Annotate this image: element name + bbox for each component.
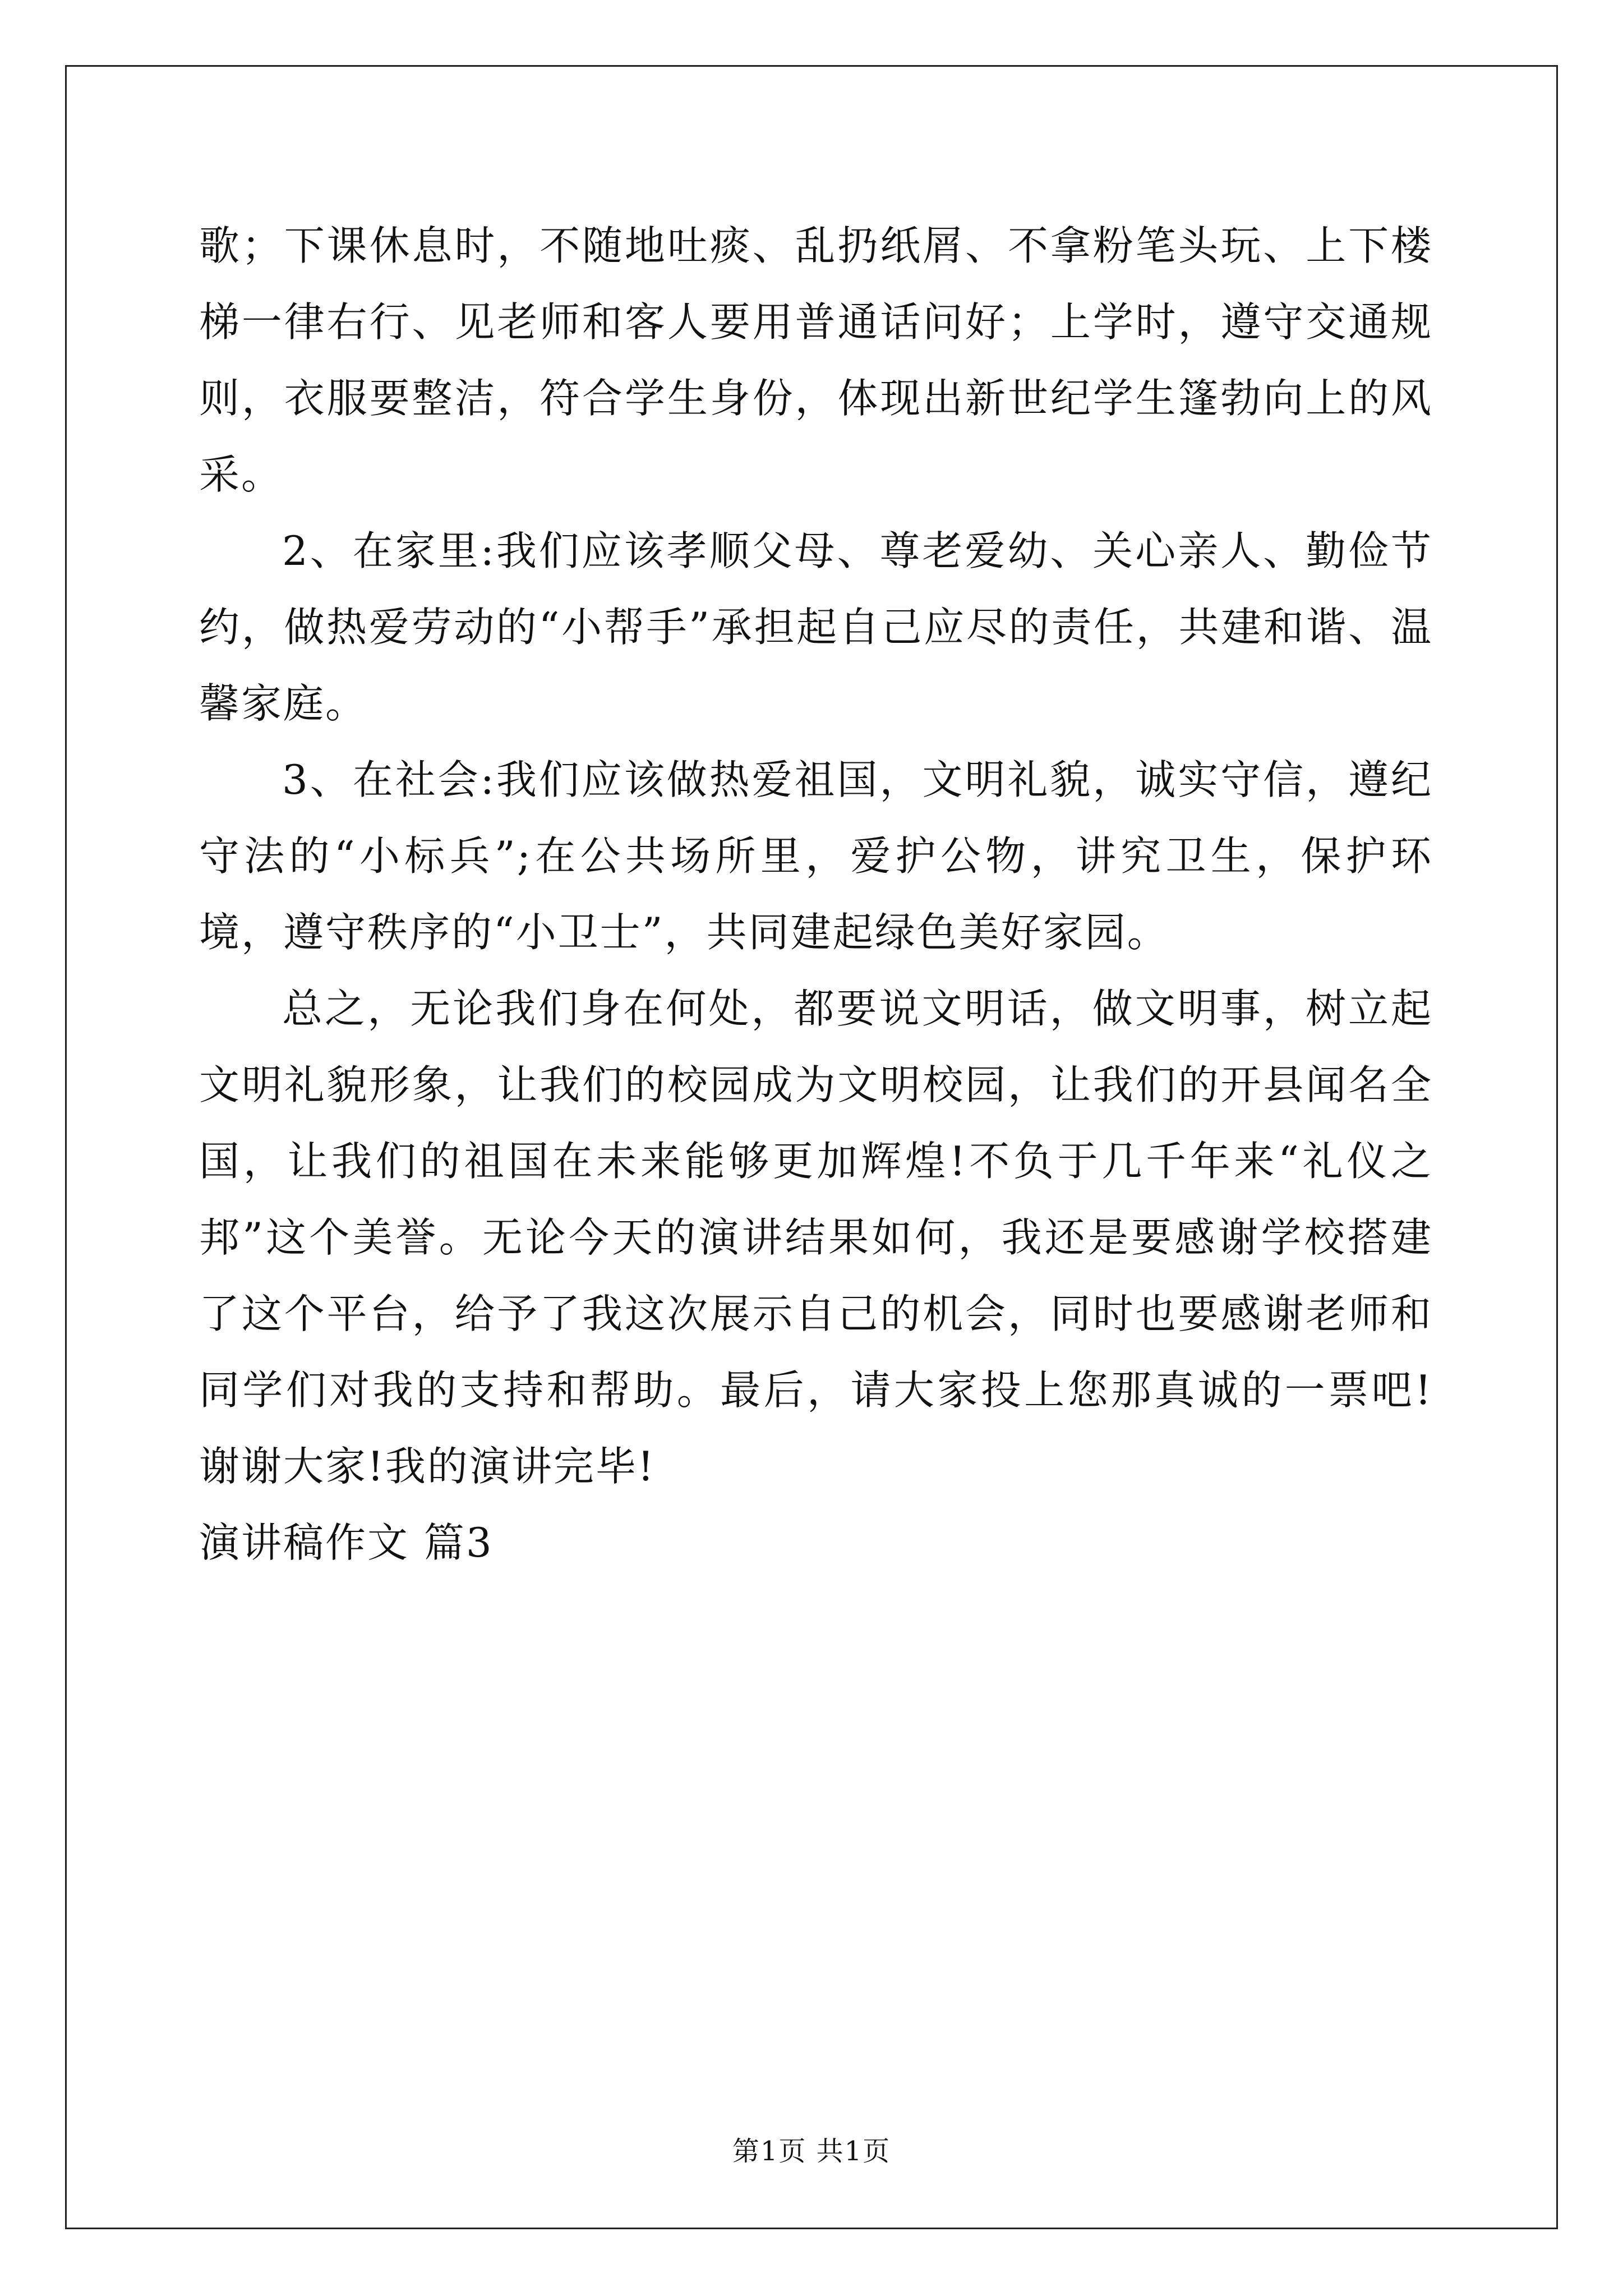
paragraph-conclusion: 总之，无论我们身在何处，都要说文明话，做文明事，树立起文明礼貌形象，让我们的校园成为文明校园，让我们的开县闻名全国，让我们的祖国在未来能够更加辉煌!不负于几千年来“礼仪之邦”这个美誉。无论今天的演讲结果如何，我还是要感谢学校搭建了这个平台，给予了我这次展示自己的机会，同时也要感谢老师和同学们对我的支持和帮助。最后，请大家投上您那真诚的一票吧!谢谢大家!我的演讲完毕! — [199, 985, 1433, 1490]
paragraph-in-society: 3、在社会:我们应该做热爱祖国，文明礼貌，诚实守信，遵纪守法的“小标兵”;在公共场所里，爱护公物，讲究卫生，保护环境，遵守秩序的“小卫士”，共同建起绿色美好家园。 — [199, 756, 1433, 956]
page-footer: 第1页 共1页 — [732, 2136, 891, 2167]
paragraph-school-conduct: 歌；下课休息时，不随地吐痰、乱扔纸屑、不拿粉笔头玩、上下楼梯一律右行、见老师和客人要用普通话问好；上学时，遵守交通规则，衣服要整洁，符合学生身份，体现出新世纪学生篷勃向上的风采。 — [199, 222, 1433, 498]
section-heading: 演讲稿作文 篇3 — [199, 1519, 494, 1566]
document-body — [199, 208, 1433, 1581]
paragraph-at-home: 2、在家里:我们应该孝顺父母、尊老爱幼、关心亲人、勤俭节约，做热爱劳动的“小帮手”承担起自己应尽的责任，共建和谐、温馨家庭。 — [199, 527, 1433, 727]
